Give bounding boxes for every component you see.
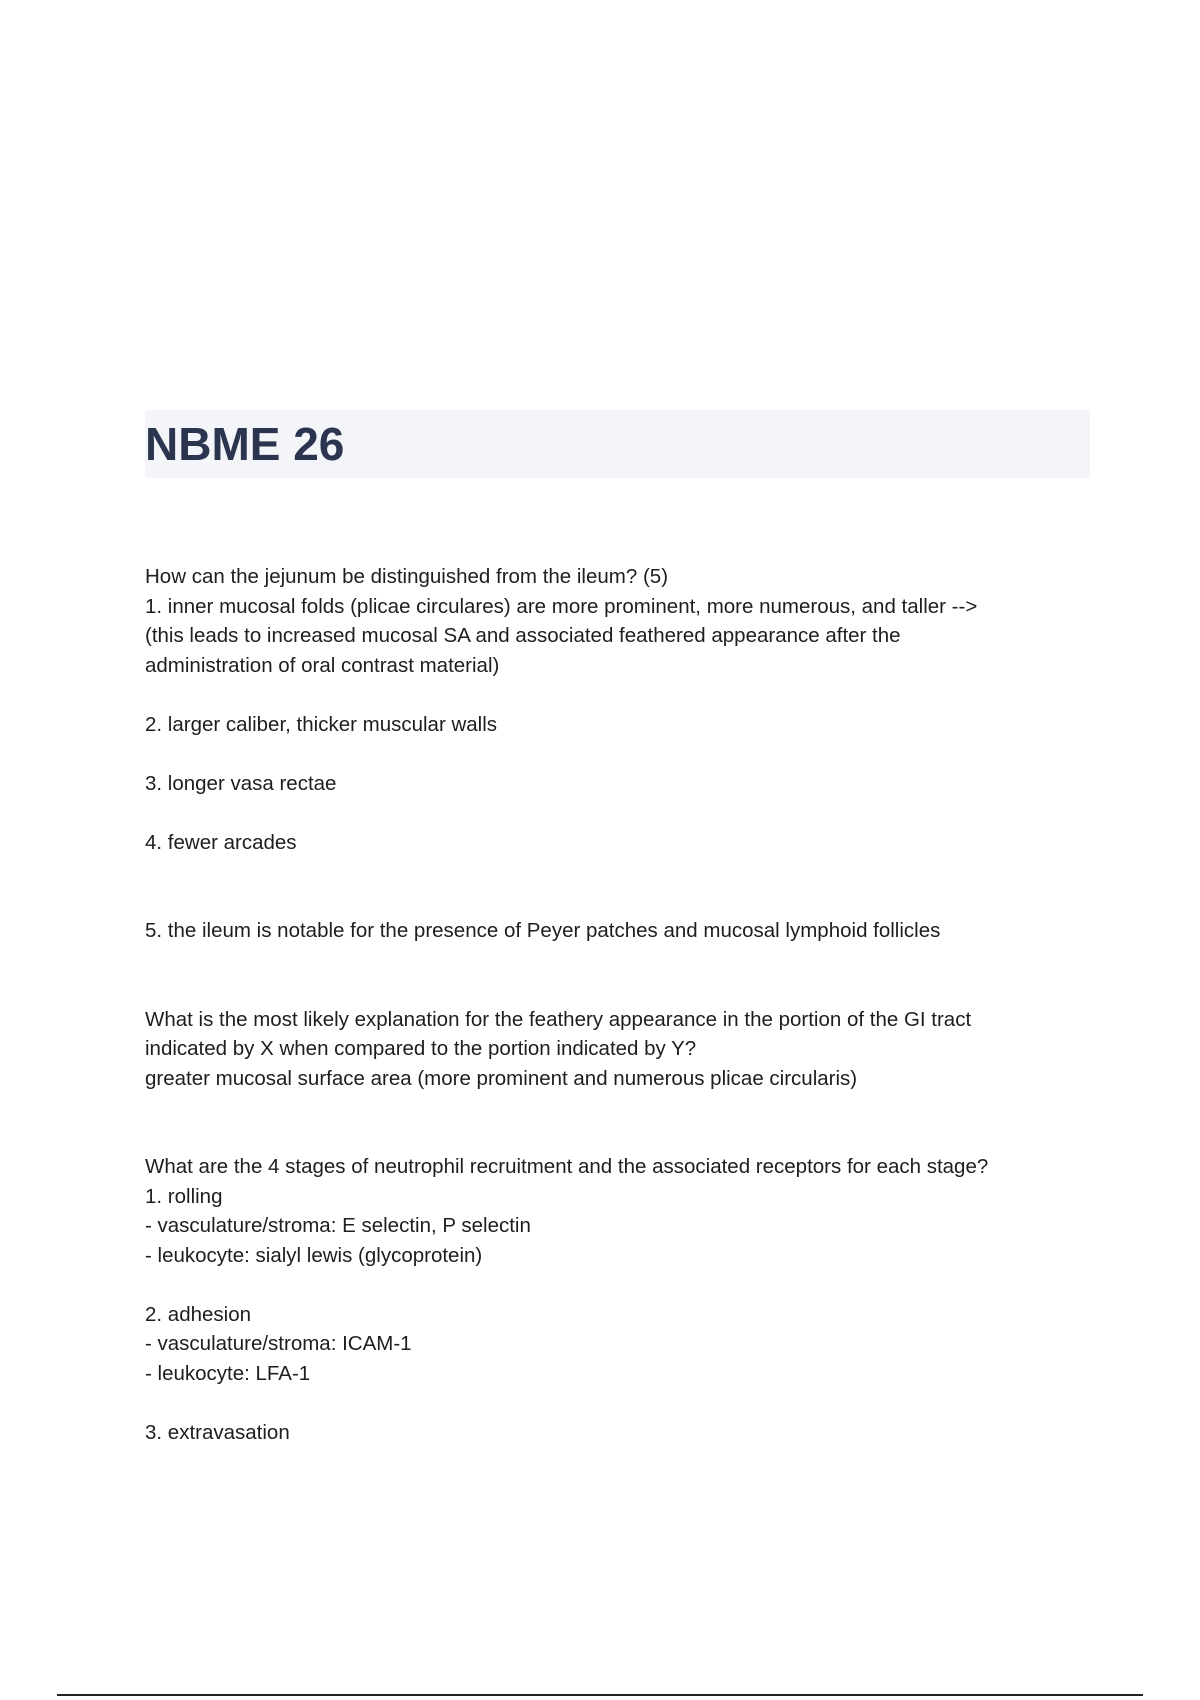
answer-line: administration of oral contrast material) bbox=[145, 653, 500, 677]
title-band bbox=[145, 410, 1090, 478]
spacer bbox=[145, 857, 1095, 916]
question-text: indicated by X when compared to the portion indicated by Y? bbox=[145, 1037, 697, 1060]
flashcard-3 bbox=[145, 1152, 1095, 1447]
answer-text: greater mucosal surface area (more prominent and numerous plicae circularis) bbox=[145, 1066, 858, 1090]
answer-line: (this leads to increased mucosal SA and associated feathered appearance after the bbox=[145, 624, 901, 647]
flashcard-1 bbox=[145, 562, 1095, 946]
answer-line: - leukocyte: sialyl lewis (glycoprotein) bbox=[145, 1243, 483, 1267]
flashcard-2 bbox=[145, 1005, 1095, 1094]
answer-line: 4. fewer arcades bbox=[145, 830, 297, 854]
question-text: What is the most likely explanation for the feathery appearance in the portion of the GI tract bbox=[145, 1007, 972, 1031]
question-text: What are the 4 stages of neutrophil recruitment and the associated receptors for each stage? bbox=[145, 1155, 989, 1178]
answer-line: 1. rolling bbox=[145, 1184, 223, 1208]
answer-line: 2. larger caliber, thicker muscular walls bbox=[145, 712, 498, 736]
answer-line: 5. the ileum is notable for the presence of Peyer patches and mucosal lymphoid follicles bbox=[145, 919, 941, 942]
spacer bbox=[145, 1388, 1095, 1418]
footer-divider bbox=[57, 1694, 1143, 1696]
answer-line: 3. extravasation bbox=[145, 1420, 290, 1444]
answer-line: - vasculature/stroma: ICAM-1 bbox=[145, 1332, 412, 1355]
answer-line: 2. adhesion bbox=[145, 1302, 252, 1326]
flashcard-content bbox=[145, 562, 1095, 1447]
answer-line: - vasculature/stroma: E selectin, P selectin bbox=[145, 1214, 531, 1237]
spacer bbox=[145, 739, 1095, 769]
answer-line: - leukocyte: LFA-1 bbox=[145, 1361, 311, 1385]
spacer bbox=[145, 680, 1095, 710]
question-text: How can the jejunum be distinguished from the ileum? (5) bbox=[145, 565, 669, 588]
spacer bbox=[145, 798, 1095, 828]
document-title: NBME 26 bbox=[145, 418, 345, 470]
answer-line: 1. inner mucosal folds (plicae circulares) are more prominent, more numerous, and taller --> bbox=[145, 594, 978, 618]
spacer bbox=[145, 946, 1095, 1005]
spacer bbox=[145, 1093, 1095, 1152]
answer-line: 3. longer vasa rectae bbox=[145, 771, 337, 795]
spacer bbox=[145, 1270, 1095, 1300]
